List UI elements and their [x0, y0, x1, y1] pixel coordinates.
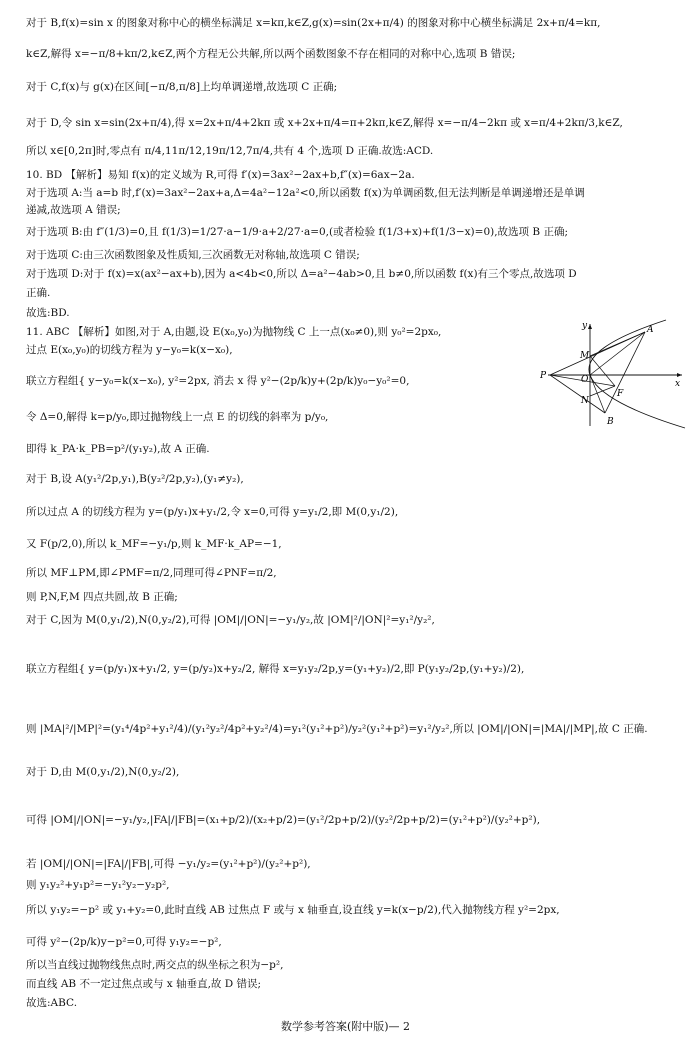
text-line-l22: 所以 MF⊥PM,即∠PMF=π/2,同理可得∠PNF=π/2, [26, 567, 277, 579]
text-line-l27: 对于 D,由 M(0,y₁/2),N(0,y₂/2), [26, 766, 180, 778]
text-line-l12: 正确. [26, 287, 51, 299]
text-line-l35: 故选:ABC. [26, 997, 78, 1009]
chord-ab [605, 332, 645, 413]
label-b: B [607, 417, 614, 427]
text-line-l18: 即得 k_PA·k_PB=p²/(y₁y₂),故 A 正确. [26, 443, 210, 455]
label-p: P [540, 371, 547, 381]
text-line-l24: 对于 C,因为 M(0,y₁/2),N(0,y₂/2),可得 |OM|/|ON|=−y₁/y₂,故 |OM|²/|ON|²=y₁²/y₂², [26, 614, 435, 626]
text-line-l33: 所以当直线过抛物线焦点时,两交点的纵坐标之积为−p², [26, 959, 284, 971]
text-line-l13: 故选:BD. [26, 307, 70, 319]
label-m: M [580, 351, 590, 361]
text-line-l15: 过点 E(x₀,y₀)的切线方程为 y−y₀=k(x−x₀), [26, 344, 233, 356]
y-axis-arrow [588, 324, 592, 329]
text-line-l16: 联立方程组{ y−y₀=k(x−x₀), y²=2px, 消去 x 得 y²−(2p/k)y+(2p/k)y₀−y₀²=0, [26, 375, 410, 387]
page-footer: 数学参考答案(附中版)— 2 [280, 1020, 411, 1033]
label-o: O [581, 375, 589, 385]
text-line-l25: 联立方程组{ y=(p/y₁)x+y₁/2, y=(p/y₂)x+y₂/2, 解得 x=y₁y₂/2p,y=(y₁+y₂)/2,即 P(y₁y₂/2p,(y₁+y₂)/2), [26, 663, 525, 675]
text-line-l21: 又 F(p/2,0),所以 k_MF=−y₁/p,则 k_MF·k_AP=−1, [26, 538, 282, 550]
text-line-l14: 11. ABC 【解析】如图,对于 A,由题,设 E(x₀,y₀)为抛物线 C 上一点(x₀≠0),则 y₀²=2px₀, [26, 326, 442, 338]
text-line-l26: 则 |MA|²/|MP|²=(y₁⁴/4p²+y₁²/4)/(y₁²y₂²/4p²+y₂²/4)=y₁²(y₁²+p²)/y₂²(y₁²+p²)=y₁²/y₂²,所以 |OM|/|ON|=|MA|/|MP|,故 C 正确. [26, 723, 648, 735]
text-line-l17: 令 Δ=0,解得 k=p/y₀,即过抛物线上一点 E 的切线的斜率为 p/y₀, [26, 411, 329, 423]
text-line-l31: 所以 y₁y₂=−p² 或 y₁+y₂=0,此时直线 AB 过焦点 F 或与 x 轴垂直,设直线 y=k(x−p/2),代入抛物线方程 y²=2px, [26, 904, 560, 916]
parabola-figure [540, 318, 690, 430]
text-line-l20: 所以过点 A 的切线方程为 y=(p/y₁)x+y₁/2,令 x=0,可得 y=y₁/2,即 M(0,y₁/2), [26, 506, 399, 518]
text-line-l06: 10. BD 【解析】易知 f(x)的定义域为 R,可得 f′(x)=3ax²−2ax+b,f″(x)=6ax−2a. [26, 169, 415, 181]
text-line-l07: 对于选项 A:当 a=b 时,f′(x)=3ax²−2ax+a,Δ=4a²−12a²<0,所以函数 f(x)为单调函数,但无法判断是单调递增还是单调 [26, 187, 585, 199]
label-n: N [581, 396, 589, 406]
text-line-l19: 对于 B,设 A(y₁²/2p,y₁),B(y₂²/2p,y₂),(y₁≠y₂), [26, 473, 244, 485]
text-line-l23: 则 P,N,F,M 四点共圆,故 B 正确; [26, 591, 178, 603]
text-line-l32: 可得 y²−(2p/k)y−p²=0,可得 y₁y₂=−p², [26, 936, 222, 948]
text-line-l30: 则 y₁y₂²+y₁p²=−y₁²y₂−y₂p², [26, 879, 170, 891]
text-line-l04: 对于 D,令 sin x=sin(2x+π/4),得 x=2x+π/4+2kπ 或 x+2x+π/4=π+2kπ,k∈Z,解得 x=−π/4−2kπ 或 x=π/4+2kπ/3,k∈Z, [26, 117, 623, 129]
label-x: x [675, 379, 681, 389]
text-line-l05: 所以 x∈[0,2π]时,零点有 π/4,11π/12,19π/12,7π/4,共有 4 个,选项 D 正确.故选:ACD. [26, 145, 434, 157]
text-line-l10: 对于选项 C:由三次函数图象及性质知,三次函数无对称轴,故选项 C 错误; [26, 249, 360, 261]
segment-ob [590, 375, 605, 413]
tangent-pb [550, 375, 605, 413]
text-line-l01: 对于 B,f(x)=sin x 的图象对称中心的横坐标满足 x=kπ,k∈Z,g(x)=sin(2x+π/4) 的图象对称中心横坐标满足 2x+π/4=kπ, [26, 17, 601, 29]
label-a: A [647, 325, 654, 335]
text-line-l34: 而直线 AB 不一定过焦点或与 x 轴垂直,故 D 错误; [26, 978, 262, 990]
text-line-l11: 对于选项 D:对于 f(x)=x(ax²−ax+b),因为 a<4b<0,所以 Δ=a²−4ab>0,且 b≠0,所以函数 f(x)有三个零点,故选项 D [26, 268, 577, 280]
x-axis-arrow [677, 373, 682, 377]
label-f: F [617, 389, 624, 399]
text-line-l02: k∈Z,解得 x=−π/8+kπ/2,k∈Z,两个方程无公共解,所以两个函数图象不存在相同的对称中心,选项 B 错误; [26, 48, 516, 60]
segment-ma [590, 332, 645, 356]
text-line-l28: 可得 |OM|/|ON|=−y₁/y₂,|FA|/|FB|=(x₁+p/2)/(x₂+p/2)=(y₁²/2p+p/2)/(y₂²/2p+p/2)=(y₁²+p²)/(y₂²+p²), [26, 814, 541, 826]
segment-nf [590, 386, 615, 396]
text-line-l08: 递减,故选项 A 错误; [26, 204, 121, 216]
label-y: y [582, 321, 588, 331]
text-line-l03: 对于 C,f(x)与 g(x)在区间[−π/8,π/8]上均单调递增,故选项 C 正确; [26, 81, 338, 93]
text-line-l29: 若 |OM|/|ON|=|FA|/|FB|,可得 −y₁/y₂=(y₁²+p²)/(y₂²+p²), [26, 858, 311, 870]
text-line-l09: 对于选项 B:由 f″(1/3)=0,且 f(1/3)=1/27·a−1/9·a+2/27·a=0,(或者检验 f(1/3+x)+f(1/3−x)=0),故选项 B 正确; [26, 226, 568, 238]
